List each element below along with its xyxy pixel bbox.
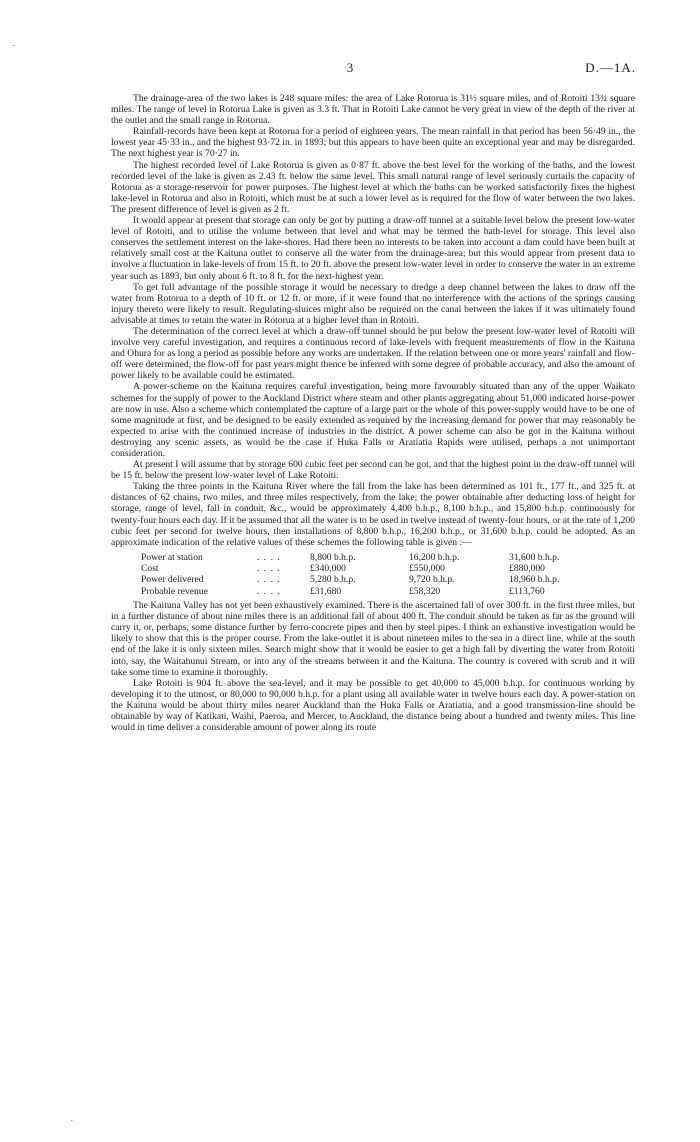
- table-row: [141, 563, 589, 574]
- cell-value: £880,000: [509, 563, 545, 575]
- table-row: [141, 586, 589, 597]
- paragraph: It would appear at present that storage can only be got by putting a draw-off tunnel at a suitable level below the present low-water level of Rotoiti, and to utilise the volume between that level and what may be termed the bath-level for storage. This level also conserves the settlement interest on the lake-shores. Had there been no interests to be taken into account a dam could have been built at relatively small cost at the Kaituna outlet to conserve all the water from the drainage-area; but this would appear from present data to involve a fluctuation in lake-levels of from 15 ft. to 20 ft. above the present low-water level in order to conserve the water in an extreme year such as 1893, but only about 6 ft. to 8 ft. for the next-highest year.: [111, 215, 635, 282]
- cell-value: 18,960 b.h.p.: [509, 574, 560, 586]
- cell-value: 9,720 b.h.p.: [409, 574, 455, 586]
- leader-dots: . . . .: [257, 574, 281, 586]
- document-code: D.—1A.: [585, 60, 636, 75]
- leader-dots: . . . .: [257, 585, 281, 597]
- scan-mark: ·: [12, 40, 16, 52]
- paragraph: The drainage-area of the two lakes is 248 square miles: the area of Lake Rotorua is 31½ square miles, and of Rotoiti 13¾ square miles. The range of level in Rotorua Lake is given as 3.3 ft. That in Rotoiti Lake cannot be very great in view of the depth of the river at the outlet and the small range in Rotorua.: [111, 93, 635, 127]
- table-row: [141, 574, 589, 585]
- cell-value: £58,320: [409, 585, 441, 597]
- paragraph: A power-scheme on the Kaituna requires careful investigation, being more favourably situated than any of the upper Waikato schemes for the supply of power to the Auckland District where steam and other plants aggregating about 51,000 indicated horse-power are now in use. Also a scheme which contemplated the capture of a large part or the whole of this power-supply would have to be one of some magnitude at first, and be designed to be easily extended as required by the increasing demand for power that may reasonably be expected to arise with the continued increase of industries in the district. A power scheme can also be got in the Kaituna without destroying any scenic assets, as would be the case if Huka Falls or Aratiatia Rapids were utilised, perhaps a not unimportant consideration.: [111, 381, 635, 459]
- paragraph: Taking the three points in the Kaituna River where the fall from the lake has been determined as 101 ft., 177 ft., and 325 ft. at distances of 62 chains, two miles, and three miles respectively, from the lake; the power obtainable after deducting loss of height for storage, range of level, fall in conduit, &c., would be approximately 4,400 b.h.p., 8,100 b.h.p., and 15,800 b.h.p. continuously for twenty-four hours each day. If it be assumed that all the water is to be used in twelve instead of twenty-four hours, or at the rate of 1,200 cubic feet per second for twelve hours, then installations of 8,800 b.h.p., 16,200 b.h.p., or 31,600 b.h.p. could be adopted. As an approximate indication of the relative values of these schemes the following table is given :—: [111, 481, 635, 548]
- row-label: Probable revenue: [141, 585, 208, 597]
- scheme-values-table: [141, 552, 589, 597]
- cell-value: £340,000: [310, 563, 346, 575]
- row-label: Power delivered: [141, 574, 204, 586]
- scan-mark: ·: [70, 1115, 74, 1127]
- cell-value: 5,280 b.h.p.: [310, 574, 356, 586]
- paragraph: Lake Rotoiti is 904 ft. above the sea-level, and it may be possible to get 40,000 to 45,000 b.h.p. for continuous working by developing it to the utmost, or 80,000 to 90,000 b.h.p. for a plant using all available water in twelve hours each day. A power-station on the Kaituna would be about thirty miles nearer Auckland than the Huka Falls or Aratiatia, and a good transmission-line should be obtainable by way of Katikati, Waihi, Paeroa, and Mercer, to Auckland, the distance being about a hundred and twenty miles. This line would in time deliver a considerable amount of power along its route: [111, 677, 635, 734]
- paragraph: To get full advantage of the possible storage it would be necessary to dredge a deep channel between the lakes to draw off the water from Rotorua to a depth of 10 ft. or 12 ft. or more, if it were found that no interference with the actions of the springs causing injury thereto were likely to result. Regulating-sluices might also be required on the canal between the lakes if it was ultimately found advisable at times to retain the water in Rotorua at a higher level than in Rotoiti.: [111, 281, 635, 326]
- cell-value: 8,800 b.h.p.: [310, 551, 356, 563]
- paragraph: Rainfall-records have been kept at Rotorua for a period of eighteen years. The mean rainfall in that period has been 56·49 in., the lowest year 45·33 in., and the highest 93·72 in. in 1893; but this appears to have been quite an exceptional year and may be disregarded. The next highest year is 70·27 in.: [111, 126, 635, 160]
- paragraph: At present I will assume that by storage 600 cubic feet per second can be got, and that the highest point in the draw-off tunnel will be 15 ft. below the present low-water level of Lake Rotoiti.: [111, 459, 635, 482]
- cell-value: 31,600 b.h.p.: [509, 551, 560, 563]
- cell-value: £550,000: [409, 563, 445, 575]
- page-number: 3: [346, 60, 354, 75]
- paragraph: The highest recorded level of Lake Rotorua is given as 0·87 ft. above the best level for the working of the baths, and the lowest recorded level of the lake is given as 2.43 ft. below the same level. This small natural range of level seriously curtails the capacity of Rotorua as a storage-reservoir for power purposes. The highest level at which the baths can be worked satisfactorily fixes the highest lake-level in Rotorua and also in Rotoiti, which must be at such a lower level as is required for the flow of water between the two lakes. The present difference of level is given as 2 ft.: [111, 159, 635, 215]
- cell-value: 16,200 b.h.p.: [409, 551, 460, 563]
- cell-value: £113,760: [509, 585, 545, 597]
- leader-dots: . . . .: [257, 551, 281, 563]
- table-row: [141, 552, 589, 563]
- paragraph: The determination of the correct level at which a draw-off tunnel should be put below the present low-water level of Rotoiti will involve very careful investigation, and requires a continuous record of lake-levels with frequent measurements of flow in the Kaituna and Ohura for as long a period as possible before any works are undertaken. If the relation between one or more years' rainfall and flow-off were determined, the flow-off for past years might thence be inferred with some degree of probable accuracy, and also the amount of power likely to be available could be estimated.: [111, 325, 635, 382]
- document-body: [111, 93, 635, 733]
- row-label: Power at station: [141, 551, 203, 563]
- cell-value: £31,680: [310, 585, 342, 597]
- leader-dots: . . . .: [257, 563, 281, 575]
- paragraph: The Kaituna Valley has not yet been exhaustively examined. There is the ascertained fall of over 300 ft. in the first three miles, but in a further distance of about nine miles there is an additional fall of about 400 ft. The conduit should be taken as far as the ground will carry it, or, perhaps, some distance further by ferro-concrete pipes and then by steel pipes. I think an exhaustive investigation would be likely to show that this is the proper course. From the lake-outlet it is about nineteen miles to the sea in a direct line, while at the south end of the lake it is only sixteen miles. Search might show that it would be easier to get a high fall by diverting the water from Rotoiti into, say, the Waitahunui Stream, or into any of the streams between it and the Kaituna. The country is covered with scrub and it will take some time to examine it thoroughly.: [111, 600, 635, 678]
- row-label: Cost: [141, 563, 159, 575]
